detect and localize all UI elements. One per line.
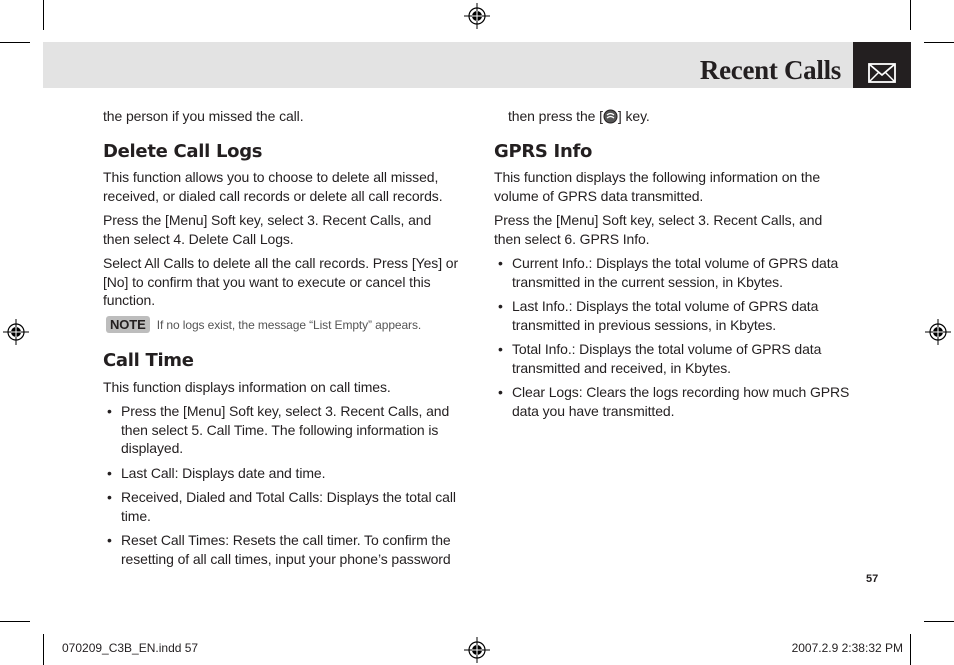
footer-timestamp: 2007.2.9 2:38:32 PM (791, 641, 903, 655)
continued-text-before: then press the [ (508, 108, 603, 124)
heading-delete-call-logs: Delete Call Logs (103, 140, 263, 162)
page-title: Recent Calls (699, 55, 841, 85)
note-badge: NOTE (106, 316, 150, 333)
crop-mark (43, 634, 44, 665)
paragraph: This function displays the following information on the volume of GPRS data transmitted. (494, 169, 821, 204)
footer-file: 070209_C3B_EN.indd 57 (62, 641, 199, 655)
left-column (103, 107, 459, 574)
registration-mark-icon (464, 3, 490, 29)
note-text: If no logs exist, the message “List Empty” appears. (156, 317, 422, 332)
list-item: • Current Info.: Displays the total volume of GPRS data transmitted in the current session, in Kbytes. (498, 254, 850, 291)
paragraph: Select All Calls to delete all the call records. Press [Yes] or [No] to confirm that you want to execute or cancel this function. (103, 255, 459, 308)
registration-mark-icon (925, 319, 951, 345)
list-item: • Total Info.: Displays the total volume of GPRS data transmitted and received, in Kbytes. (498, 340, 850, 377)
list-item: • Received, Dialed and Total Calls: Displays the total call time. (107, 488, 459, 525)
heading-call-time: Call Time (103, 350, 194, 371)
list-item: • Last Info.: Displays the total volume of GPRS data transmitted in previous sessions, in Kbytes. (498, 297, 850, 334)
paragraph: This function allows you to choose to delete all missed, received, or dialed call records or delete all call records. (103, 169, 443, 204)
paragraph: Press the [Menu] Soft key, select 3. Recent Calls, and then select 6. GPRS Info. (494, 212, 823, 247)
page-number: 57 (866, 573, 879, 585)
registration-mark-icon (3, 319, 29, 345)
crop-mark (910, 634, 911, 665)
continued-text (508, 107, 850, 126)
list-item: • Last Call: Displays date and time. (107, 464, 459, 483)
continued-text-after: ] key. (617, 108, 650, 124)
heading-gprs-info: GPRS Info (494, 140, 593, 162)
list-item: • Clear Logs: Clears the logs recording how much GPRS data you have transmitted. (498, 383, 850, 420)
registration-mark-icon (464, 637, 490, 663)
crop-mark (43, 0, 44, 30)
crop-mark (0, 42, 30, 43)
paragraph: This function displays information on call times. (103, 378, 391, 395)
list-item: • Press the [Menu] Soft key, select 3. Recent Calls, and then select 5. Call Time. The following information is displayed. (107, 402, 459, 458)
send-key-icon (603, 109, 618, 124)
crop-mark (910, 0, 911, 30)
note (106, 316, 459, 335)
envelope-icon (853, 42, 911, 88)
intro-text: the person if you missed the call. (103, 108, 304, 124)
crop-mark (924, 621, 954, 622)
paragraph: Press the [Menu] Soft key, select 3. Recent Calls, and then select 4. Delete Call Logs. (103, 212, 432, 247)
crop-mark (924, 42, 954, 43)
header-icon-box (853, 42, 911, 88)
list-item: • Reset Call Times: Resets the call timer. To confirm the resetting of all call times, input your phone’s password (107, 531, 459, 568)
crop-mark (0, 621, 30, 622)
right-column (494, 107, 850, 426)
